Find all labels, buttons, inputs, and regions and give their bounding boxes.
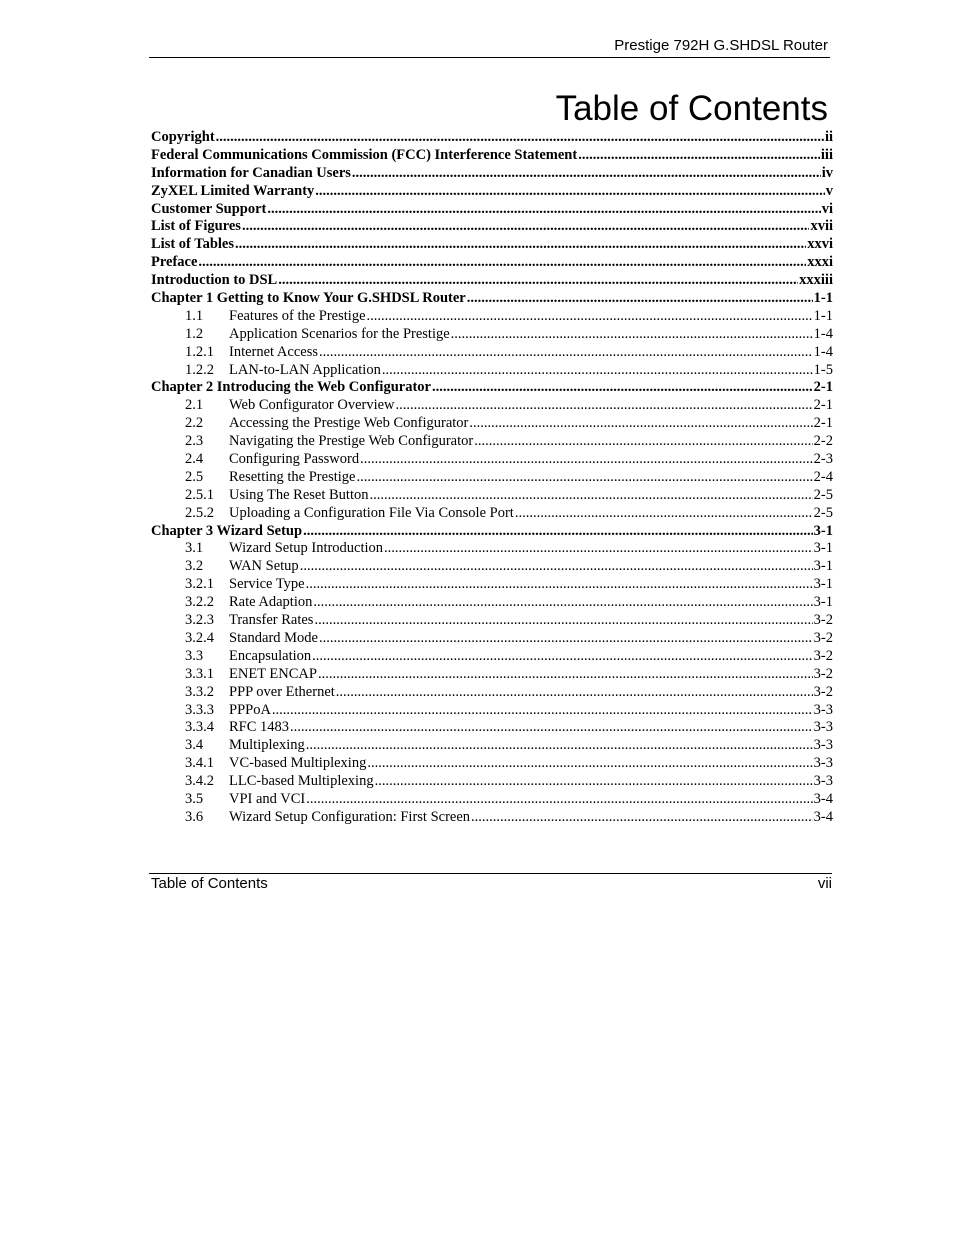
- toc-section-number: 1.2.2: [185, 361, 214, 378]
- dot-leader: [370, 487, 813, 505]
- toc-section-number: 1.2.1: [185, 343, 214, 360]
- toc-entry-title: Wizard Setup Configuration: First Screen: [229, 808, 471, 825]
- toc-chapter-entry[interactable]: [151, 290, 833, 308]
- dot-leader: [315, 183, 824, 201]
- toc-page-number: 1-4: [813, 343, 833, 360]
- toc-entry-title: Navigating the Prestige Web Configurator: [229, 433, 474, 450]
- toc-page-number: 3-1: [813, 540, 833, 557]
- toc-page-number: 3-3: [813, 719, 833, 736]
- toc-section-number: 2.2: [185, 415, 204, 432]
- toc-section-entry[interactable]: [151, 791, 833, 809]
- footer-section-title: Table of Contents: [151, 875, 268, 892]
- toc-section-number: 3.3.1: [185, 665, 214, 682]
- toc-section-entry[interactable]: [151, 540, 833, 558]
- toc-section-entry[interactable]: [151, 433, 833, 451]
- dot-leader: [319, 344, 813, 362]
- toc-entry-title: Customer Support: [151, 200, 267, 217]
- toc-entry-title: Configuring Password: [229, 451, 360, 468]
- toc-page-number: xxxiii: [799, 272, 833, 289]
- toc-page-number: 1-5: [813, 361, 833, 378]
- dot-leader: [272, 702, 813, 720]
- toc-entry-title: ENET ENCAP: [229, 665, 317, 682]
- toc-page-number: 3-1: [813, 558, 833, 575]
- toc-page-number: 3-3: [813, 737, 833, 754]
- toc-section-number: 3.3.2: [185, 683, 214, 700]
- toc-section-entry[interactable]: [151, 505, 833, 523]
- toc-section-entry[interactable]: [151, 344, 833, 362]
- dot-leader: [306, 737, 813, 755]
- footer-rule: [149, 873, 832, 874]
- toc-page-number: 3-3: [813, 755, 833, 772]
- toc-section-number: 3.2.3: [185, 612, 214, 629]
- dot-leader: [318, 666, 813, 684]
- toc-entry-title: Preface: [151, 254, 198, 271]
- toc-page-number: xxvi: [807, 236, 833, 253]
- toc-chapter-entry[interactable]: [151, 236, 833, 254]
- toc-chapter-entry[interactable]: [151, 201, 833, 219]
- toc-page-number: 3-2: [813, 647, 833, 664]
- toc-section-number: 2.1: [185, 397, 204, 414]
- dot-leader: [336, 684, 813, 702]
- dot-leader: [367, 755, 812, 773]
- toc-entry-title: WAN Setup: [229, 558, 299, 575]
- toc-page-number: ii: [824, 129, 833, 145]
- toc-section-number: 2.4: [185, 451, 204, 468]
- toc-entry-title: LAN-to-LAN Application: [229, 361, 381, 378]
- dot-leader: [467, 290, 813, 308]
- dot-leader: [278, 272, 798, 290]
- toc-section-entry[interactable]: [151, 773, 833, 791]
- dot-leader: [235, 236, 806, 254]
- toc-page-number: 3-4: [813, 790, 833, 807]
- toc-page-number: 2-5: [813, 486, 833, 503]
- toc-chapter-entry[interactable]: [151, 379, 833, 397]
- toc-page-number: 3-2: [813, 683, 833, 700]
- dot-leader: [242, 218, 809, 236]
- toc-section-number: 3.4.2: [185, 773, 214, 790]
- toc-entry-title: Features of the Prestige: [229, 307, 366, 324]
- toc-entry-title: Multiplexing: [229, 737, 305, 754]
- running-header: Prestige 792H G.SHDSL Router: [614, 37, 828, 54]
- toc-page-number: iv: [821, 164, 833, 181]
- toc-page-number: 3-2: [813, 629, 833, 646]
- toc-section-entry[interactable]: [151, 469, 833, 487]
- dot-leader: [319, 630, 813, 648]
- toc-entry-title: Copyright: [151, 129, 215, 145]
- toc-page-number: 3-1: [813, 522, 833, 539]
- toc-entry-title: PPPoA: [229, 701, 271, 718]
- toc-section-entry[interactable]: [151, 737, 833, 755]
- toc-entry-title: LLC-based Multiplexing: [229, 773, 374, 790]
- toc-section-entry[interactable]: [151, 558, 833, 576]
- toc-entry-title: Federal Communications Commission (FCC) Interference Statement: [151, 146, 578, 163]
- toc-page-number: 2-4: [813, 468, 833, 485]
- toc-chapter-entry[interactable]: [151, 165, 833, 183]
- toc-section-entry[interactable]: [151, 648, 833, 666]
- toc-page-number: 2-3: [813, 451, 833, 468]
- toc-page-number: 1-1: [813, 307, 833, 324]
- toc-section-entry[interactable]: [151, 451, 833, 469]
- toc-section-number: 3.3.4: [185, 719, 214, 736]
- table-of-contents: [151, 129, 833, 827]
- toc-page-number: 3-3: [813, 773, 833, 790]
- toc-page-number: 2-5: [813, 504, 833, 521]
- toc-entry-title: Web Configurator Overview: [229, 397, 395, 414]
- toc-chapter-entry[interactable]: [151, 218, 833, 236]
- toc-entry-title: Encapsulation: [229, 647, 312, 664]
- toc-section-number: 3.6: [185, 808, 204, 825]
- toc-chapter-entry[interactable]: [151, 183, 833, 201]
- toc-section-number: 2.5: [185, 468, 204, 485]
- toc-section-number: 3.2.4: [185, 629, 214, 646]
- toc-entry-title: List of Figures: [151, 218, 241, 235]
- toc-section-number: 3.3: [185, 647, 204, 664]
- dot-leader: [352, 165, 821, 183]
- header-rule: [149, 57, 830, 58]
- toc-section-entry[interactable]: [151, 362, 833, 380]
- dot-leader: [382, 362, 813, 380]
- toc-section-entry[interactable]: [151, 397, 833, 415]
- dot-leader: [375, 773, 813, 791]
- toc-section-entry[interactable]: [151, 809, 833, 827]
- toc-page-number: 2-2: [813, 433, 833, 450]
- dot-leader: [515, 505, 813, 523]
- toc-page-number: 2-1: [813, 415, 833, 432]
- toc-entry-title: Accessing the Prestige Web Configurator: [229, 415, 469, 432]
- dot-leader: [314, 612, 812, 630]
- toc-section-entry[interactable]: [151, 612, 833, 630]
- toc-entry-title: Chapter 2 Introducing the Web Configurator: [151, 379, 431, 396]
- toc-section-number: 3.1: [185, 540, 204, 557]
- toc-section-entry[interactable]: [151, 576, 833, 594]
- toc-entry-title: Application Scenarios for the Prestige: [229, 325, 450, 342]
- toc-section-number: 2.3: [185, 433, 204, 450]
- dot-leader: [306, 791, 812, 809]
- toc-section-number: 3.3.3: [185, 701, 214, 718]
- toc-section-entry[interactable]: [151, 326, 833, 344]
- toc-page-number: 3-3: [813, 701, 833, 718]
- toc-chapter-entry[interactable]: [151, 129, 833, 147]
- toc-entry-title: RFC 1483: [229, 719, 290, 736]
- toc-page-number: xvii: [810, 218, 833, 235]
- dot-leader: [384, 540, 813, 558]
- toc-entry-title: Transfer Rates: [229, 612, 314, 629]
- dot-leader: [267, 201, 820, 219]
- toc-section-number: 2.5.1: [185, 486, 214, 503]
- toc-page-number: 3-1: [813, 576, 833, 593]
- dot-leader: [216, 129, 824, 147]
- toc-entry-title: Introduction to DSL: [151, 272, 278, 289]
- dot-leader: [432, 379, 813, 397]
- toc-page-number: 3-1: [813, 594, 833, 611]
- dot-leader: [306, 576, 813, 594]
- dot-leader: [312, 648, 813, 666]
- toc-entry-title: Chapter 1 Getting to Know Your G.SHDSL Router: [151, 290, 466, 307]
- dot-leader: [367, 308, 813, 326]
- dot-leader: [360, 451, 813, 469]
- dot-leader: [396, 397, 813, 415]
- toc-page-number: 2-1: [813, 397, 833, 414]
- toc-section-entry[interactable]: [151, 308, 833, 326]
- toc-page-number: 1-4: [813, 325, 833, 342]
- dot-leader: [471, 809, 813, 827]
- toc-entry-title: Using The Reset Button: [229, 486, 369, 503]
- dot-leader: [300, 558, 813, 576]
- toc-entry-title: Wizard Setup Introduction: [229, 540, 384, 557]
- toc-entry-title: PPP over Ethernet: [229, 683, 335, 700]
- toc-section-number: 3.4: [185, 737, 204, 754]
- footer-page-number: vii: [817, 875, 832, 892]
- toc-section-entry[interactable]: [151, 755, 833, 773]
- toc-entry-title: List of Tables: [151, 236, 234, 253]
- toc-section-number: 2.5.2: [185, 504, 214, 521]
- toc-section-entry[interactable]: [151, 415, 833, 433]
- toc-entry-title: Information for Canadian Users: [151, 164, 351, 181]
- toc-section-number: 3.2.2: [185, 594, 214, 611]
- toc-section-number: 3.2: [185, 558, 204, 575]
- dot-leader: [356, 469, 812, 487]
- dot-leader: [198, 254, 806, 272]
- toc-entry-title: Chapter 3 Wizard Setup: [151, 522, 303, 539]
- toc-chapter-entry[interactable]: [151, 272, 833, 290]
- toc-page-number: 1-1: [813, 290, 833, 307]
- toc-section-entry[interactable]: [151, 666, 833, 684]
- toc-page-number: xxxi: [807, 254, 833, 271]
- toc-entry-title: ZyXEL Limited Warranty: [151, 182, 315, 199]
- page-title: Table of Contents: [555, 89, 828, 128]
- toc-entry-title: Service Type: [229, 576, 305, 593]
- toc-entry-title: Resetting the Prestige: [229, 468, 356, 485]
- toc-entry-title: VC-based Multiplexing: [229, 755, 367, 772]
- dot-leader: [451, 326, 813, 344]
- toc-page-number: 2-1: [813, 379, 833, 396]
- toc-page-number: 3-2: [813, 665, 833, 682]
- dot-leader: [578, 147, 820, 165]
- toc-section-number: 3.4.1: [185, 755, 214, 772]
- toc-section-entry[interactable]: [151, 630, 833, 648]
- dot-leader: [290, 719, 813, 737]
- dot-leader: [313, 594, 812, 612]
- toc-chapter-entry[interactable]: [151, 523, 833, 541]
- toc-page-number: 3-2: [813, 612, 833, 629]
- toc-section-number: 1.1: [185, 307, 204, 324]
- toc-section-number: 3.2.1: [185, 576, 214, 593]
- toc-entry-title: Uploading a Configuration File Via Console Port: [229, 504, 514, 521]
- toc-entry-title: VPI and VCI: [229, 790, 306, 807]
- toc-section-entry[interactable]: [151, 487, 833, 505]
- dot-leader: [303, 523, 813, 541]
- toc-section-entry[interactable]: [151, 719, 833, 737]
- dot-leader: [469, 415, 812, 433]
- toc-section-number: 3.5: [185, 790, 204, 807]
- toc-page-number: v: [825, 182, 833, 199]
- toc-page-number: vi: [821, 200, 833, 217]
- toc-section-entry[interactable]: [151, 684, 833, 702]
- toc-page-number: iii: [820, 146, 833, 163]
- toc-entry-title: Standard Mode: [229, 629, 318, 646]
- toc-page-number: 3-4: [813, 808, 833, 825]
- toc-chapter-entry[interactable]: [151, 254, 833, 272]
- toc-section-entry[interactable]: [151, 594, 833, 612]
- toc-section-number: 1.2: [185, 325, 204, 342]
- toc-chapter-entry[interactable]: [151, 147, 833, 165]
- toc-entry-title: Internet Access: [229, 343, 318, 360]
- toc-entry-title: Rate Adaption: [229, 594, 313, 611]
- toc-section-entry[interactable]: [151, 702, 833, 720]
- dot-leader: [474, 433, 812, 451]
